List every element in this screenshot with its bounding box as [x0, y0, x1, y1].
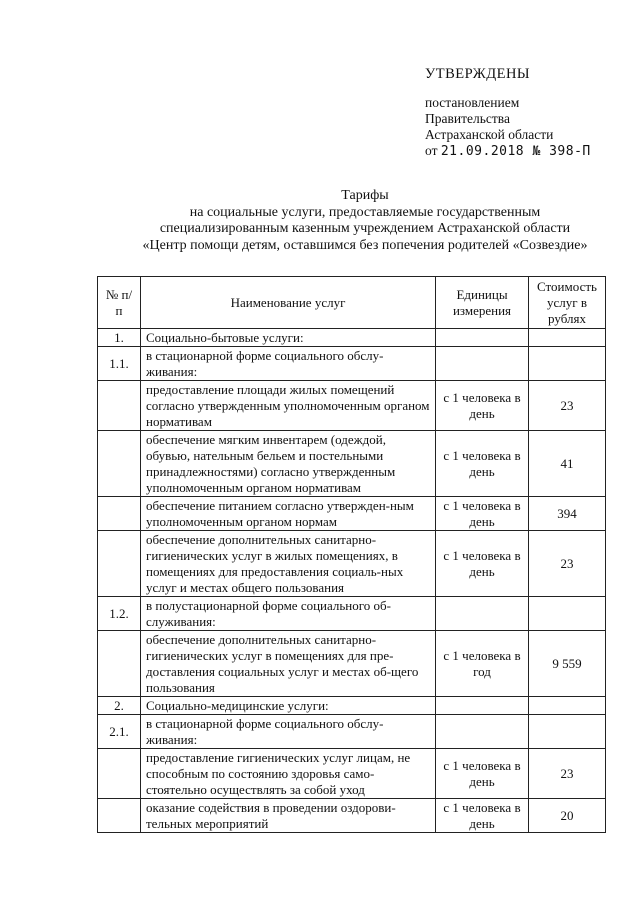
table-row — [98, 597, 606, 631]
approval-line-2: Правительства — [425, 111, 510, 126]
title-main: Тарифы — [341, 188, 389, 203]
cell-name: Социально-бытовые услуги: — [141, 329, 436, 347]
header-name: Наименование услуг — [141, 277, 436, 329]
cell-num — [98, 799, 141, 833]
title-line-2: специализированным казенным учреждением Астраханской области — [159, 221, 571, 236]
cell-cost: 394 — [529, 497, 606, 531]
cell-name: предоставление площади жилых помещений согласно утвержденным уполномоченным органом нормативам — [141, 381, 436, 431]
cell-cost: 9 559 — [529, 631, 606, 697]
approval-date-value: 21.09.2018 № 398-П — [440, 144, 591, 159]
title-line-1: на социальные услуги, предоставляемые государственным — [189, 204, 541, 220]
cell-unit: с 1 человека в день — [436, 431, 529, 497]
cell-cost — [529, 329, 606, 347]
table-row — [98, 347, 606, 381]
cell-name: обеспечение питанием согласно утвержден-ным уполномоченным органом нормам — [141, 497, 436, 531]
cell-num: 2.1. — [98, 715, 141, 749]
cell-name: предоставление гигиенических услуг лицам, не способным по состоянию здоровья само-стоятельно осуществлять за собой уход — [141, 749, 436, 799]
cell-name: обеспечение мягким инвентарем (одеждой, обувью, нательным бельем и постельными принадлежностями) согласно утвержденным уполномоченным органом нормативам — [141, 431, 436, 497]
approval-date-prefix: от — [425, 143, 438, 158]
document-title — [0, 188, 640, 254]
cell-num — [98, 431, 141, 497]
approval-date — [425, 143, 591, 160]
cell-unit: с 1 человека в год — [436, 631, 529, 697]
cell-cost — [529, 597, 606, 631]
cell-unit: с 1 человека в день — [436, 799, 529, 833]
cell-num — [98, 381, 141, 431]
cell-unit: с 1 человека в день — [436, 531, 529, 597]
table-row — [98, 631, 606, 697]
cell-unit — [436, 715, 529, 749]
table-row — [98, 697, 606, 715]
table-row — [98, 497, 606, 531]
cell-cost — [529, 697, 606, 715]
table-row — [98, 749, 606, 799]
cell-num — [98, 749, 141, 799]
table-row — [98, 431, 606, 497]
cell-unit: с 1 человека в день — [436, 749, 529, 799]
cell-num: 1.1. — [98, 347, 141, 381]
table-header-row — [98, 277, 606, 329]
cell-cost: 23 — [529, 749, 606, 799]
cell-unit: с 1 человека в день — [436, 497, 529, 531]
header-cost: Стоимость услуг в рублях — [529, 277, 606, 329]
cell-cost: 23 — [529, 531, 606, 597]
table-row — [98, 799, 606, 833]
cell-unit — [436, 347, 529, 381]
cell-num — [98, 631, 141, 697]
table-row — [98, 715, 606, 749]
header-num: № п/п — [98, 277, 141, 329]
title-line-3: «Центр помощи детям, оставшимся без попечения родителей «Созвездие» — [142, 237, 588, 253]
cell-unit: с 1 человека в день — [436, 381, 529, 431]
approval-line-1: постановлением — [425, 95, 520, 110]
cell-num — [98, 531, 141, 597]
cell-num: 1. — [98, 329, 141, 347]
cell-name: обеспечение дополнительных санитарно-гигиенических услуг в помещениях для пре-доставления социальных услуг и местах об-щего пользования — [141, 631, 436, 697]
cell-name: обеспечение дополнительных санитарно-гигиенических услуг в жилых помещениях, в помещениях для предоставления социаль-ных услуг и местах общего пользования — [141, 531, 436, 597]
table-row — [98, 381, 606, 431]
table-body — [98, 329, 606, 833]
approval-heading: УТВЕРЖДЕНЫ — [425, 66, 531, 82]
cell-name: Социально-медицинские услуги: — [141, 697, 436, 715]
cell-name: в полустационарной форме социального об-служивания: — [141, 597, 436, 631]
cell-cost: 23 — [529, 381, 606, 431]
cell-unit — [436, 697, 529, 715]
cell-num: 2. — [98, 697, 141, 715]
tariffs-table — [97, 276, 606, 833]
cell-unit — [436, 597, 529, 631]
table-row — [98, 329, 606, 347]
cell-name: оказание содействия в проведении оздорови-тельных мероприятий — [141, 799, 436, 833]
cell-name: в стационарной форме социального обслу-живания: — [141, 715, 436, 749]
header-unit: Единицы измерения — [436, 277, 529, 329]
cell-cost — [529, 715, 606, 749]
cell-num — [98, 497, 141, 531]
approval-block — [425, 66, 591, 160]
cell-cost: 41 — [529, 431, 606, 497]
cell-name: в стационарной форме социального обслу-живания: — [141, 347, 436, 381]
cell-unit — [436, 329, 529, 347]
table-row — [98, 531, 606, 597]
cell-num: 1.2. — [98, 597, 141, 631]
approval-line-3: Астраханской области — [425, 127, 554, 142]
cell-cost: 20 — [529, 799, 606, 833]
cell-cost — [529, 347, 606, 381]
